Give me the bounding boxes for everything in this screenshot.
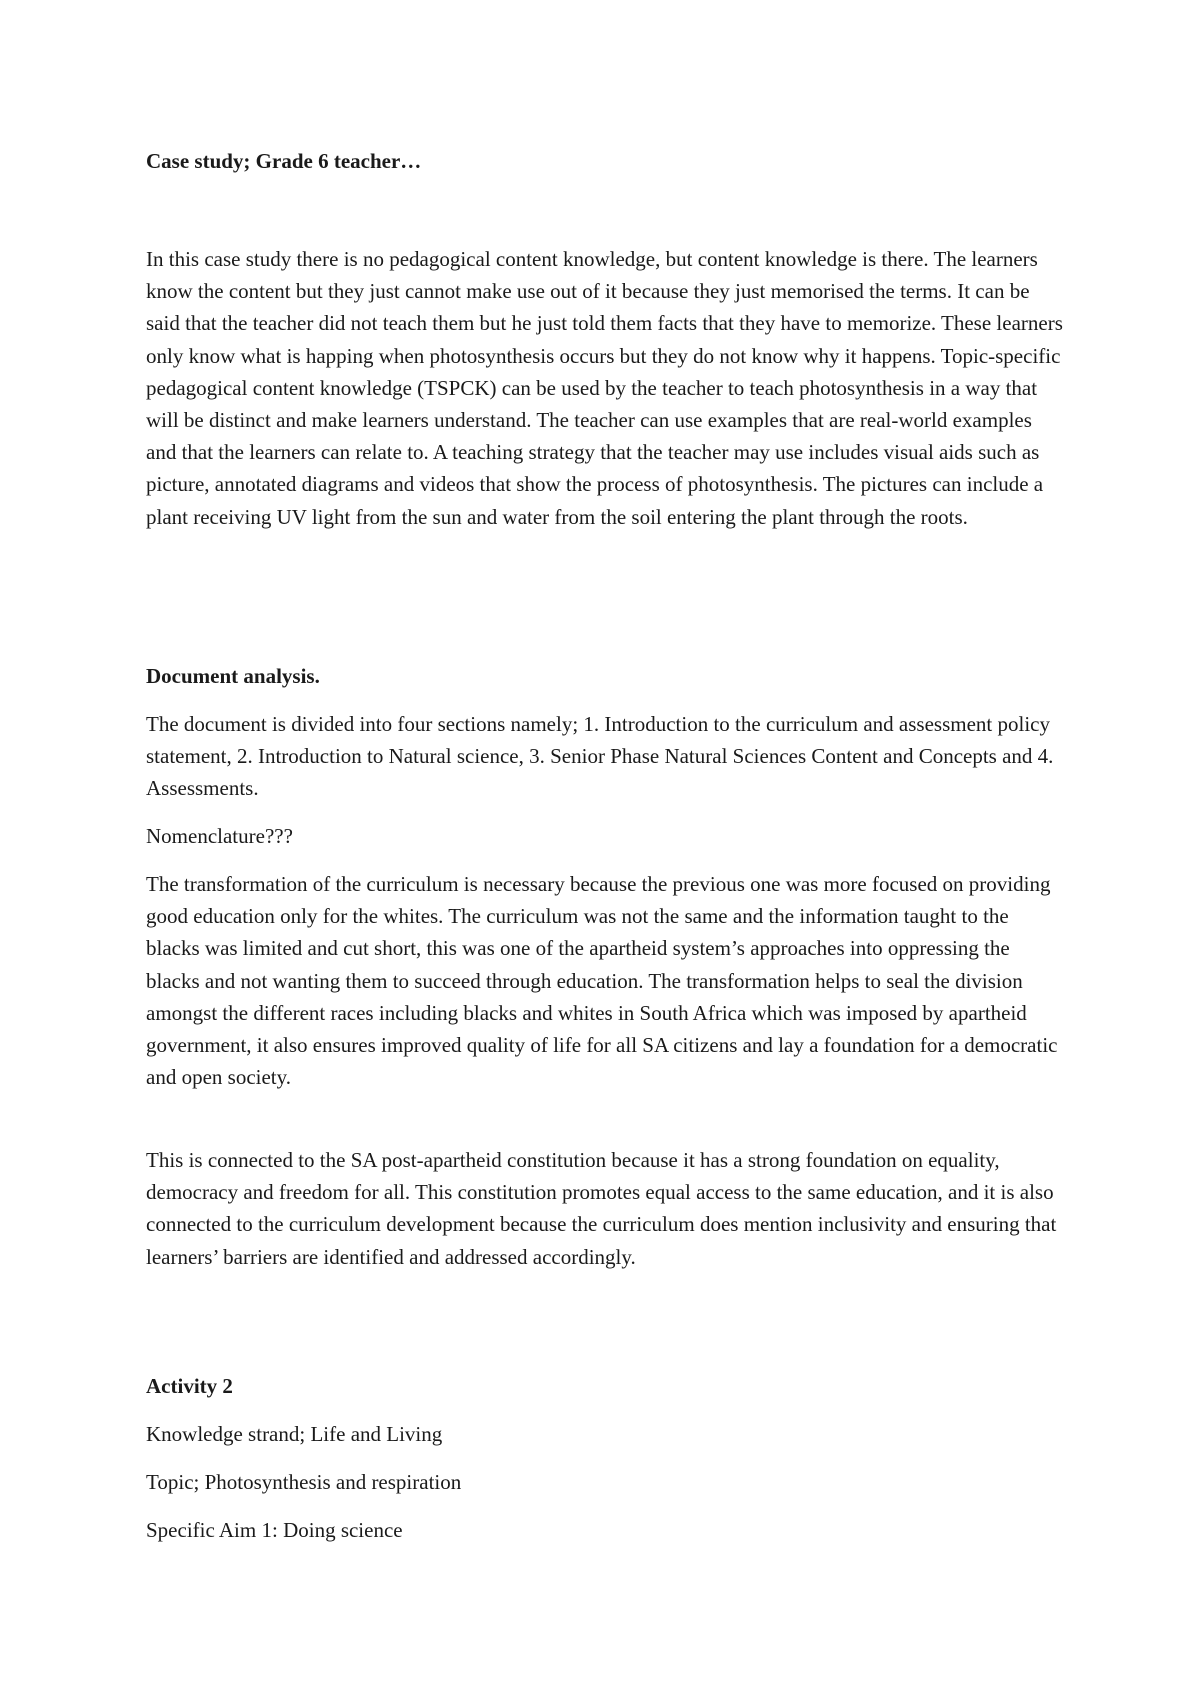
transformation-paragraph: The transformation of the curriculum is necessary because the previous one was more focused on providing good education only for the whites. The curriculum was not the same and the information taught to the blacks was limited and cut short, this was one of the apartheid system’s approaches into oppressing the blacks and not wanting them to succeed through education. The transformation helps to seal the division amongst the different races including blacks and whites in South Africa which was imposed by apartheid government, it also ensures improved quality of life for all SA citizens and lay a foundation for a democratic and open society. [146, 872, 1058, 1090]
case-study-heading: Case study; Grade 6 teacher… [146, 149, 422, 173]
activity-heading: Activity 2 [146, 1374, 233, 1398]
document-analysis-heading: Document analysis. [146, 664, 320, 688]
specific-aim-line: Specific Aim 1: Doing science [146, 1518, 403, 1542]
nomenclature-line: Nomenclature??? [146, 824, 293, 848]
case-study-paragraph: In this case study there is no pedagogical content knowledge, but content knowledge is there. The learners know the content but they just cannot make use out of it because they just memorised the terms. It can be said that the teacher did not teach them but he just told them facts that they have to memorize. These learners only know what is happing when photosynthesis occurs but they do not know why it happens. Topic-specific pedagogical content knowledge (TSPCK) can be used by the teacher to teach photosynthesis in a way that will be distinct and make learners understand. The teacher can use examples that are real-world examples and that the learners can relate to. A teaching strategy that the teacher may use includes visual aids such as picture, annotated diagrams and videos that show the process of photosynthesis. The pictures can include a plant receiving UV light from the sun and water from the soil entering the plant through the roots. [146, 247, 1063, 529]
constitution-paragraph: This is connected to the SA post-apartheid constitution because it has a strong foundation on equality, democracy and freedom for all. This constitution promotes equal access to the same education, and it is also connected to the curriculum development because the curriculum does mention inclusivity and ensuring that learners’ barriers are identified and addressed accordingly. [146, 1148, 1057, 1269]
document-analysis-paragraph: The document is divided into four sections namely; 1. Introduction to the curriculum and assessment policy statement, 2. Introduction to Natural science, 3. Senior Phase Natural Sciences Content and Concepts and 4. Assessments. [146, 712, 1054, 801]
topic-line: Topic; Photosynthesis and respiration [146, 1470, 462, 1494]
knowledge-strand-line: Knowledge strand; Life and Living [146, 1422, 443, 1446]
